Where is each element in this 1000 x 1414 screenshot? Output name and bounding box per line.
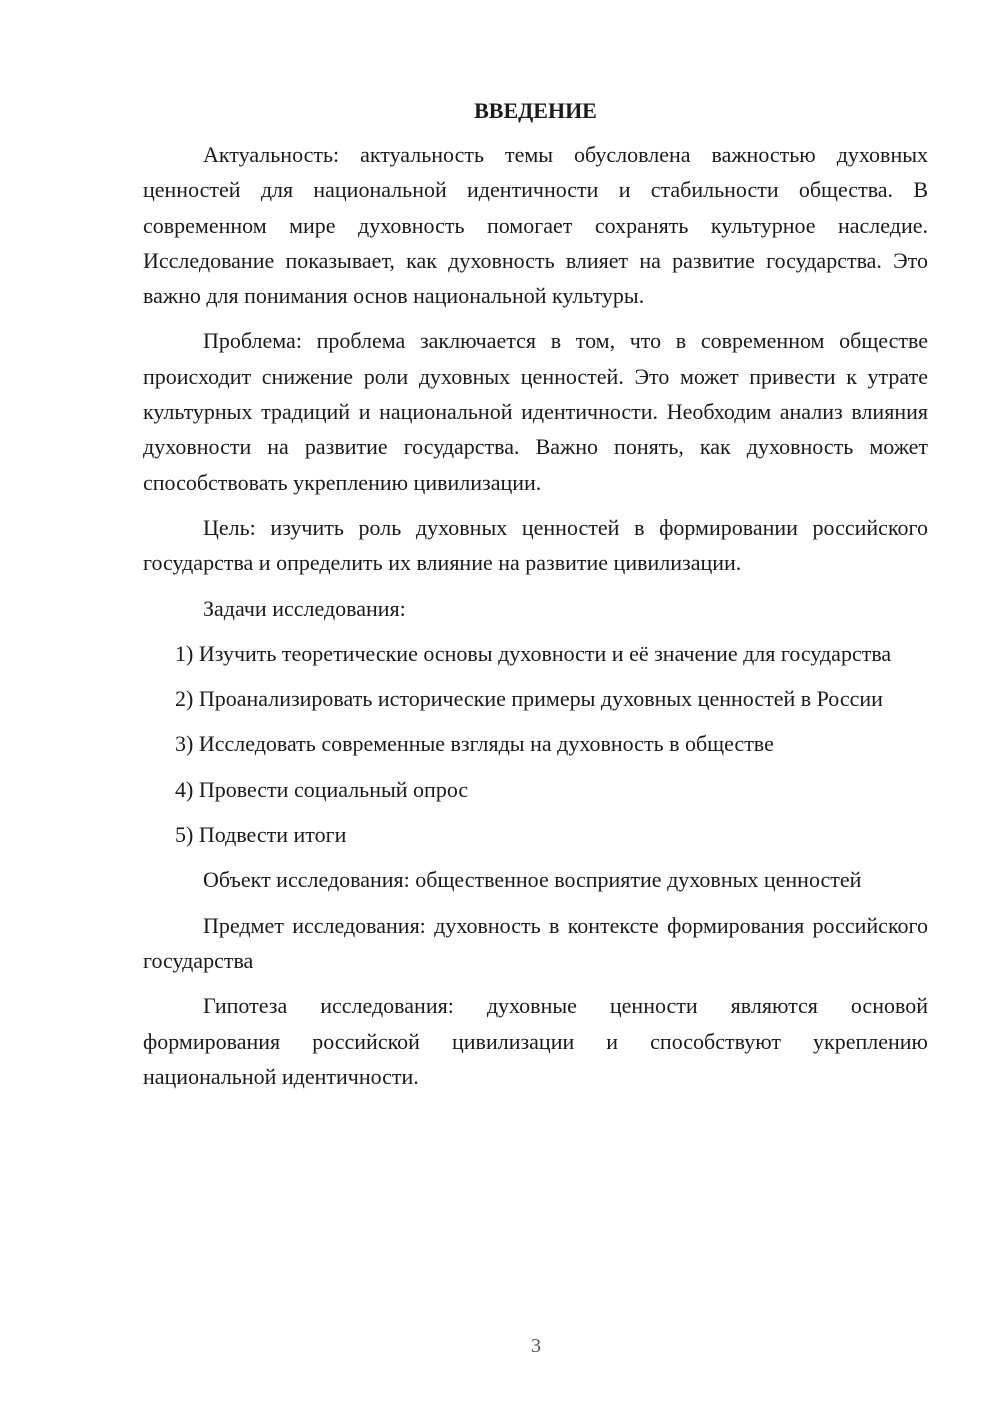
hypothesis-paragraph: Гипотеза исследования: духовные ценности являются основой формирования российской цивилизации и способствуют укреплению национальной идентичности. (143, 993, 928, 1089)
goal-paragraph: Цель: изучить роль духовных ценностей в формировании российского государства и определить их влияние на развитие цивилизации. (143, 514, 928, 576)
task-item-5: 5) Подвести итоги (175, 822, 347, 848)
section-title: ВВЕДЕНИЕ (474, 98, 597, 123)
object-paragraph: Объект исследования: общественное восприятие духовных ценностей (203, 867, 862, 893)
task-item-1: 1) Изучить теоретические основы духовности и её значение для государства (175, 640, 892, 666)
problem-paragraph: Проблема: проблема заключается в том, что в современном обществе происходит снижение роли духовных ценностей. Это может привести к утрате культурных традиций и национальной идентичности. Необходим анализ влияния духовности на развитие государства. Важно понять, как духовность может способствовать укреплению цивилизации. (143, 328, 928, 495)
page-number: 3 (531, 1335, 541, 1357)
task-item-3: 3) Исследовать современные взгляды на духовность в обществе (175, 731, 774, 757)
tasks-heading: Задачи исследования: (203, 595, 406, 621)
task-item-4: 4) Провести социальный опрос (175, 776, 469, 802)
relevance-paragraph: Актуальность: актуальность темы обусловлена важностью духовных ценностей для национальной идентичности и стабильности общества. В современном мире духовность помогает сохранять культурное наследие. Исследование показывает, как духовность влияет на развитие государства. Это важно для понимания основ национальной культуры. (143, 142, 928, 309)
task-item-2: 2) Проанализировать исторические примеры духовных ценностей в России (175, 686, 883, 712)
subject-paragraph: Предмет исследования: духовность в контексте формирования российского государства (143, 912, 928, 973)
page-content (143, 95, 928, 1104)
